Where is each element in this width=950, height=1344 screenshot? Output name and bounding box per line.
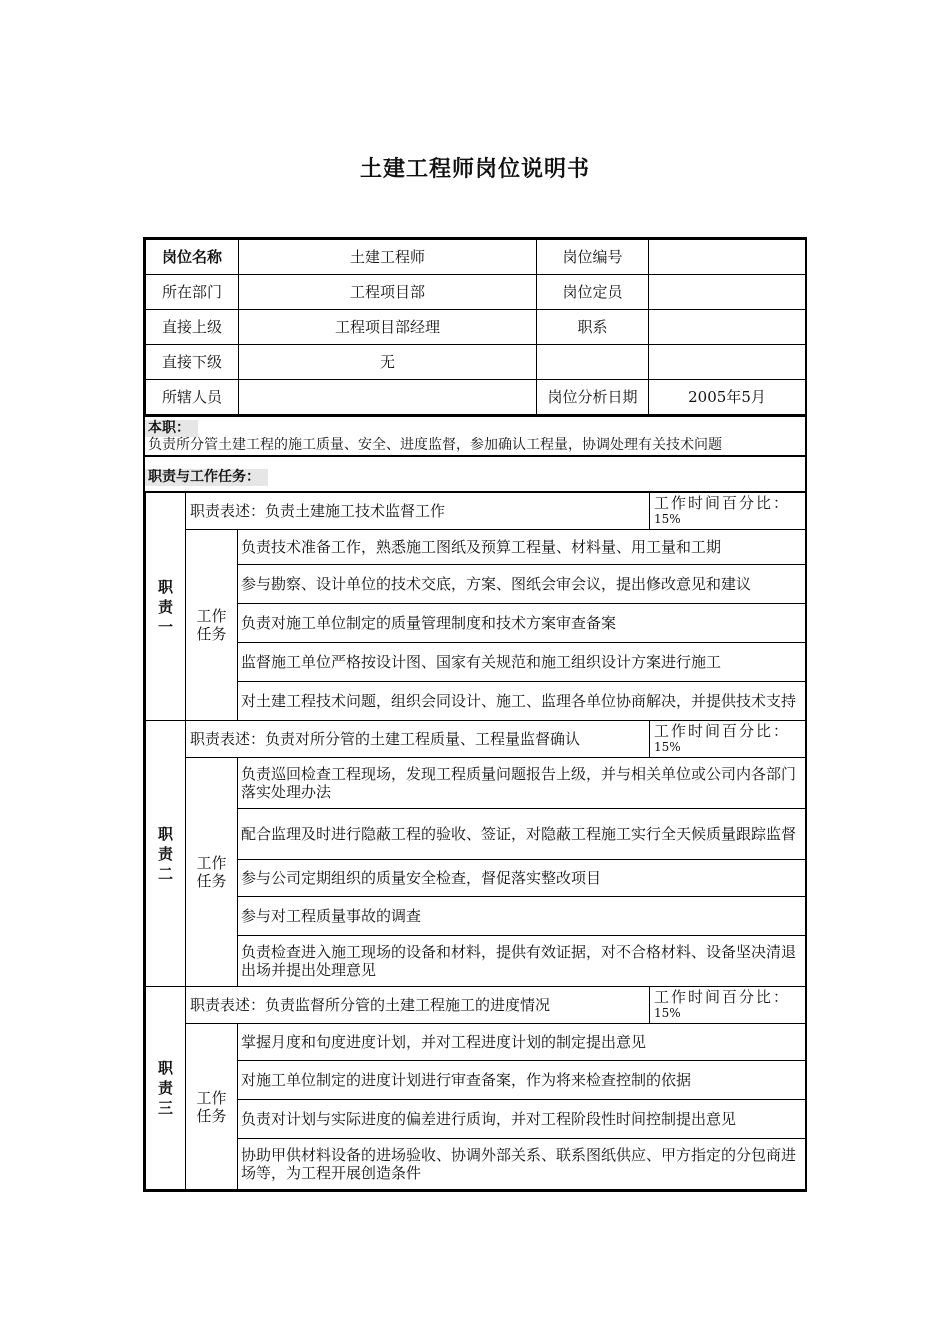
task-item: 负责技术准备工作，熟悉施工图纸及预算工程量、材料量、用工量和工期 — [238, 530, 806, 565]
summary-heading: 本职： — [145, 420, 198, 437]
info-value: 2005年5月 — [649, 380, 806, 415]
info-value: 无 — [239, 345, 537, 380]
duty-label — [146, 987, 186, 1190]
time-percent — [650, 492, 806, 530]
time-label: 工作时间百分比： — [654, 722, 791, 740]
task-label: 工作任务 — [186, 1024, 238, 1190]
duty-statement-row — [146, 987, 806, 1024]
task-item: 配合监理及时进行隐蔽工程的验收、签证，对隐蔽工程施工实行全天候质量跟踪监督 — [238, 809, 806, 860]
duty-label — [146, 492, 186, 721]
time-percent — [650, 721, 806, 758]
info-value — [649, 240, 806, 275]
duty-label-text: 职责二 — [157, 824, 173, 883]
info-row — [146, 345, 806, 380]
task-item: 负责对计划与实际进度的偏差进行质询，并对工程阶段性时间控制提出意见 — [238, 1100, 806, 1139]
info-row — [146, 310, 806, 345]
time-value: 15% — [654, 1006, 681, 1020]
duty-label-text: 职责一 — [157, 577, 173, 636]
info-row — [146, 275, 806, 310]
info-value: 土建工程师 — [239, 240, 537, 275]
duty-statement: 职责表述：负责土建施工技术监督工作 — [186, 492, 650, 530]
duty-statement: 职责表述：负责监督所分管的土建工程施工的进度情况 — [186, 987, 650, 1024]
info-row — [146, 380, 806, 415]
task-item: 负责检查进入施工现场的设备和材料，提供有效证据，对不合格材料、设备坚决清退出场并提出处理意见 — [238, 936, 806, 987]
task-item: 参与勘察、设计单位的技术交底，方案、图纸会审会议，提出修改意见和建议 — [238, 565, 806, 604]
task-item: 监督施工单位严格按设计图、国家有关规范和施工组织设计方案进行施工 — [238, 643, 806, 682]
time-value: 15% — [654, 740, 681, 754]
task-item: 对施工单位制定的进度计划进行审查备案，作为将来检查控制的依据 — [238, 1061, 806, 1100]
info-label: 岗位分析日期 — [537, 380, 649, 415]
summary-section — [145, 415, 805, 455]
info-label: 直接下级 — [146, 345, 239, 380]
info-label: 直接上级 — [146, 310, 239, 345]
info-value: 工程项目部 — [239, 275, 537, 310]
duties-heading-row — [145, 455, 805, 491]
info-value — [239, 380, 537, 415]
info-label — [537, 345, 649, 380]
info-label: 所在部门 — [146, 275, 239, 310]
job-description-form — [143, 237, 807, 1192]
duties-table — [145, 491, 806, 1190]
duty-label-text: 职责三 — [157, 1059, 173, 1117]
task-item: 负责对施工单位制定的质量管理制度和技术方案审查备案 — [238, 604, 806, 643]
summary-text: 负责所分管土建工程的施工质量、安全、进度监督，参加确认工程量，协调处理有关技术问题 — [148, 437, 722, 453]
info-value: 工程项目部经理 — [239, 310, 537, 345]
info-value — [649, 345, 806, 380]
basic-info-table — [145, 239, 806, 415]
time-label: 工作时间百分比： — [654, 494, 791, 512]
info-label: 职系 — [537, 310, 649, 345]
task-item: 负责巡回检查工程现场，发现工程质量问题报告上级，并与相关单位或公司内各部门落实处理办法 — [238, 758, 806, 809]
time-label: 工作时间百分比： — [654, 988, 791, 1006]
task-item: 协助甲供材料设备的进场验收、协调外部关系、联系图纸供应、甲方指定的分包商进场等，为工程开展创造条件 — [238, 1139, 806, 1190]
duty-statement-row — [146, 721, 806, 758]
time-value: 15% — [654, 512, 681, 526]
info-value — [649, 310, 806, 345]
info-value — [649, 275, 806, 310]
duty-statement-row — [146, 492, 806, 530]
task-label: 工作任务 — [186, 758, 238, 987]
task-item: 参与公司定期组织的质量安全检查，督促落实整改项目 — [238, 860, 806, 897]
page-title: 土建工程师岗位说明书 — [359, 157, 590, 182]
task-item: 对土建工程技术问题，组织会同设计、施工、监理各单位协商解决，并提供技术支持 — [238, 682, 806, 721]
info-label: 岗位名称 — [146, 240, 239, 275]
task-item: 掌握月度和旬度进度计划，并对工程进度计划的制定提出意见 — [238, 1024, 806, 1061]
task-item: 参与对工程质量事故的调查 — [238, 897, 806, 936]
info-label: 所辖人员 — [146, 380, 239, 415]
duty-statement: 职责表述：负责对所分管的土建工程质量、工程量监督确认 — [186, 721, 650, 758]
time-percent — [650, 987, 806, 1024]
info-row — [146, 240, 806, 275]
duty-label — [146, 721, 186, 987]
task-label: 工作任务 — [186, 530, 238, 721]
duties-heading: 职责与工作任务： — [145, 469, 268, 486]
info-label: 岗位定员 — [537, 275, 649, 310]
info-label: 岗位编号 — [537, 240, 649, 275]
